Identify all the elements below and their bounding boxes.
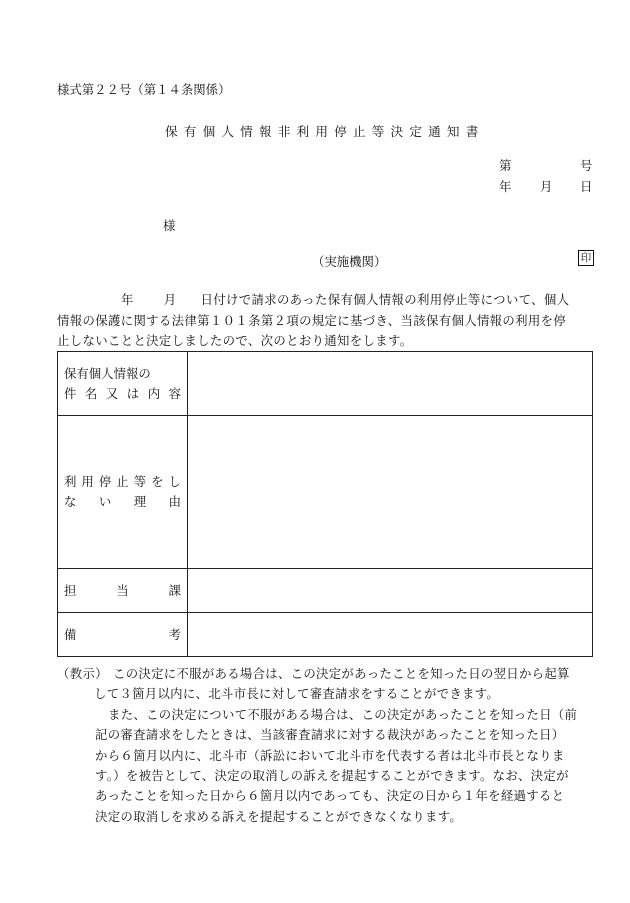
notice-body	[57, 290, 597, 352]
body-line-3: 止しないことと決定しましたので、次のとおり通知をします。	[57, 333, 413, 348]
notice-p2-line-3: から６箇月以内に、北斗市（訴訟において北斗市を代表する者は北斗市長となりま	[95, 747, 565, 763]
notice-p2-line-5: あったことを知った日から６箇月以内であっても、決定の日から１年を経過すると	[95, 788, 565, 804]
label-char: 考	[168, 626, 181, 642]
personal-info-value-cell[interactable]	[188, 352, 593, 416]
personal-info-label-line-2	[64, 384, 181, 404]
label-char: い	[98, 494, 112, 509]
notice-p2-line-1: また、この決定について不服がある場合は、この決定があったことを知った日（前	[108, 706, 578, 722]
label-char: 由	[168, 494, 181, 509]
instruction-notice	[57, 664, 597, 827]
label-char: 名	[84, 385, 98, 401]
label-char: し	[168, 474, 181, 489]
label-char: 容	[168, 385, 181, 401]
reason-label	[58, 416, 188, 569]
label-char: 課	[168, 582, 181, 598]
reason-label-line-1	[64, 472, 181, 492]
table-row	[58, 569, 593, 613]
reason-label-line-2	[64, 492, 181, 512]
department-label-line	[64, 581, 181, 601]
department-label	[58, 569, 188, 613]
label-char: な	[64, 494, 77, 509]
addressee-suffix: 様	[163, 218, 176, 233]
body-year: 年	[121, 292, 134, 307]
document-number-label: 第	[499, 158, 512, 173]
notice-p2-line-6: 決定の取消しを求める訴えを提起することができなくなります。	[95, 808, 463, 824]
remarks-value-cell[interactable]	[188, 613, 593, 657]
table-row	[58, 416, 593, 569]
label-char: 停	[98, 474, 112, 489]
notice-tag: （教示）	[57, 666, 108, 681]
body-line-2: 情報の保護に関する法律第１０１条第２項の規定に基づき、当該保有個人情報の利用を停	[57, 312, 567, 328]
form-number: 様式第２２号（第１４条関係）	[57, 82, 231, 97]
label-char: 担	[64, 582, 77, 598]
notice-p2-line-4: す。）を被告として、決定の取消しの訴えを提起することができます。なお、決定が	[95, 768, 569, 784]
date-month-label: 月	[540, 179, 553, 194]
table-row	[58, 613, 593, 657]
label-char: 利	[64, 474, 77, 489]
department-value-cell[interactable]	[188, 569, 593, 613]
document-title: 保有個人情報非利用停止等決定通知書	[165, 124, 485, 139]
label-char: は	[126, 385, 140, 401]
notice-p1-line-2: して３箇月以内に、北斗市長に対して審査請求をすることができます。	[94, 686, 500, 702]
label-char: 又	[105, 385, 119, 401]
notice-p2-line-2: 記の審査請求をしたときは、当該審査請求に対する裁決があったことを知った日）	[95, 727, 565, 743]
agency-label: （実施機関）	[312, 254, 387, 269]
label-char: 備	[64, 626, 77, 642]
label-char: 件	[64, 385, 77, 401]
personal-info-label-line-1: 保有個人情報の	[64, 365, 151, 381]
body-month: 月	[163, 292, 177, 307]
body-line-1-rest: 日付けで請求のあった保有個人情報の利用停止等について、個人	[200, 292, 570, 307]
label-char: 内	[147, 385, 161, 401]
label-char: を	[151, 474, 164, 489]
label-char: 用	[81, 474, 94, 489]
document-number-unit: 号	[580, 158, 593, 173]
label-char: 理	[133, 494, 147, 509]
reason-value-cell[interactable]	[188, 416, 593, 569]
label-char: 止	[116, 474, 129, 489]
label-char: 等	[133, 474, 147, 489]
notice-p1-line-1: この決定に不服がある場合は、この決定があったことを知った日の翌日から起算	[113, 666, 570, 681]
personal-info-label	[58, 352, 188, 416]
label-char: 当	[116, 582, 129, 598]
remarks-label	[58, 613, 188, 657]
decision-table	[57, 351, 593, 657]
table-row	[58, 352, 593, 416]
remarks-label-line	[64, 625, 181, 645]
date-day-label: 日	[580, 179, 593, 194]
date-year-label: 年	[499, 179, 512, 194]
seal-mark: 印	[578, 250, 594, 266]
body-line-1	[57, 290, 597, 311]
notice-line-1	[57, 664, 597, 684]
